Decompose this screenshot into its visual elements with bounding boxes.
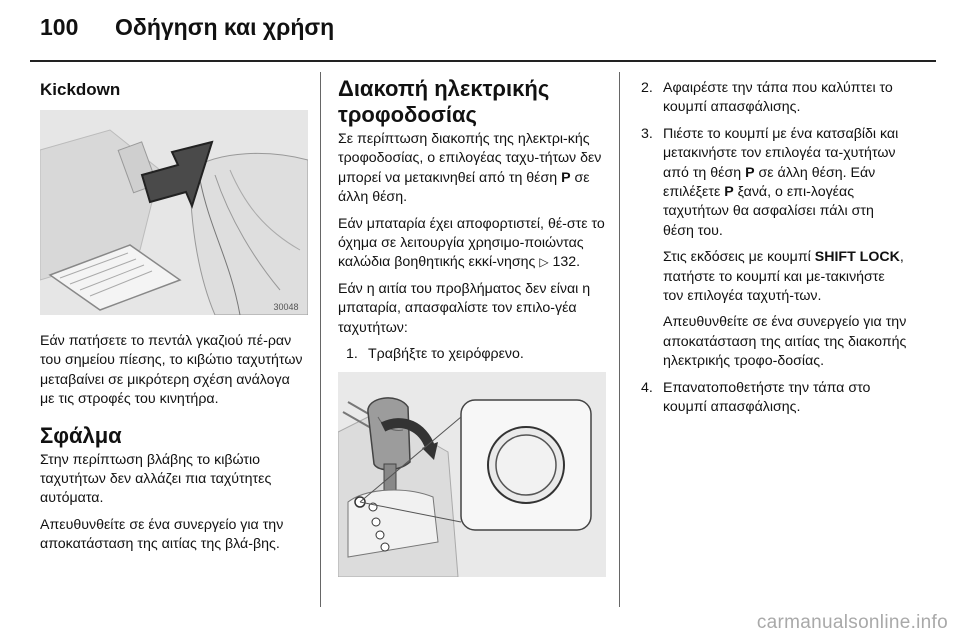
steps-list-1 xyxy=(338,345,606,364)
step-4 xyxy=(641,379,907,418)
kickdown-heading: Kickdown xyxy=(40,80,121,99)
column-divider-2 xyxy=(619,72,620,607)
kickdown-text: Εάν πατήσετε το πεντάλ γκαζιού πέ-ραν του σημείου πίεσης, το κιβώτιο ταχυτήτων μεταβαίνει σε μικρότερη σχέση ανάλογα με τις στροφές του κινητήρα. xyxy=(40,333,303,408)
step-3-para-2-text-a: Στις εκδόσεις με κουμπί xyxy=(663,249,815,266)
column-1-body xyxy=(40,332,308,562)
step-3-text-b: σε άλλη θέση. Εάν επιλέξετε xyxy=(663,164,876,201)
page-ref-icon: ▷ xyxy=(539,255,549,270)
step-1-number: 1. xyxy=(346,346,358,363)
para-2-text: Εάν μπαταρία έχει αποφορτιστεί, θέ-στε το όχημα σε λειτουργία χρησιμο-ποιώντας καλώδια βοηθητικής εκκί-νησης xyxy=(338,215,605,271)
step-3-text-a: Πιέστε το κουμπί με ένα κατσαβίδι και μετακινήστε τον επιλογέα τα-χυτήτων από τη θέση xyxy=(663,125,899,181)
gear-selector-illustration xyxy=(338,372,606,577)
step-3-para-1 xyxy=(663,125,907,241)
column-2 xyxy=(338,76,606,371)
fault-heading: Σφάλμα xyxy=(40,422,122,448)
steps-list-2 xyxy=(641,79,907,418)
step-3-para-2 xyxy=(663,248,907,306)
step-1 xyxy=(346,345,606,364)
kickdown-pedal-illustration xyxy=(40,110,308,315)
power-failure-heading: Διακοπή ηλεκτρικής τροφοδοσίας xyxy=(338,76,550,127)
page-number: 100 xyxy=(40,14,79,40)
step-1-text: Τραβήξτε το χειρόφρενο. xyxy=(368,346,524,363)
step-4-text: Επανατοποθετήστε την τάπα στο κουμπί απασφάλισης. xyxy=(663,379,871,416)
step-2 xyxy=(641,79,907,118)
para-2-page-ref: 132. xyxy=(548,254,581,271)
shift-lock-label: SHIFT LOCK xyxy=(814,249,900,266)
step-3-text-c: ξανά, ο επι-λογέας ταχυτήτων θα ασφαλίσει πάλι στη θέση του. xyxy=(663,184,874,239)
step-3-number: 3. xyxy=(641,125,653,142)
para-2 xyxy=(338,215,606,273)
page-title: Οδήγηση και χρήση xyxy=(115,14,335,40)
step-3-para-3: Απευθυνθείτε σε ένα συνεργείο για την αποκατάσταση της αιτίας της διακοπής ηλεκτρικής τροφο-δοσίας. xyxy=(663,314,907,370)
step-2-text: Αφαιρέστε την τάπα που καλύπτει το κουμπί απασφάλισης. xyxy=(663,80,893,116)
step-3-bold-2: P xyxy=(724,184,734,201)
header-rule xyxy=(30,60,936,62)
step-3 xyxy=(641,125,907,372)
para-1-text-a: Σε περίπτωση διακοπής της ηλεκτρι-κής τροφοδοσίας, ο επιλογέας ταχυ-τήτων δεν μπορεί να μετακινηθεί από τη θέση xyxy=(338,131,602,186)
column-divider-1 xyxy=(320,72,321,607)
fault-text-1: Στην περίπτωση βλάβης το κιβώτιο ταχυτήτων δεν αλλάζει πια ταχύτητες αυτόματα. xyxy=(40,451,272,507)
column-3 xyxy=(641,79,907,425)
para-1-bold: P xyxy=(561,169,571,186)
fault-text-2: Απευθυνθείτε σε ένα συνεργείο για την αποκατάσταση της αιτίας της βλά-βης. xyxy=(40,516,284,553)
step-3-bold-1: P xyxy=(745,164,755,181)
step-4-number: 4. xyxy=(641,379,653,396)
watermark: carmanualsonline.info xyxy=(756,612,948,633)
para-1-text-b: σε άλλη θέση. xyxy=(338,169,590,206)
para-1 xyxy=(338,130,606,208)
step-2-number: 2. xyxy=(641,80,653,96)
image-code: 30048 xyxy=(273,302,299,312)
step-3-para-2-text-b: , πατήστε το κουμπί και με-τακινήστε τον επιλογέα ταχυτή-των. xyxy=(663,249,904,305)
para-3: Εάν η αιτία του προβλήματος δεν είναι η μπαταρία, απασφαλίστε τον επιλο-γέα ταχυτήτων: xyxy=(338,280,591,336)
